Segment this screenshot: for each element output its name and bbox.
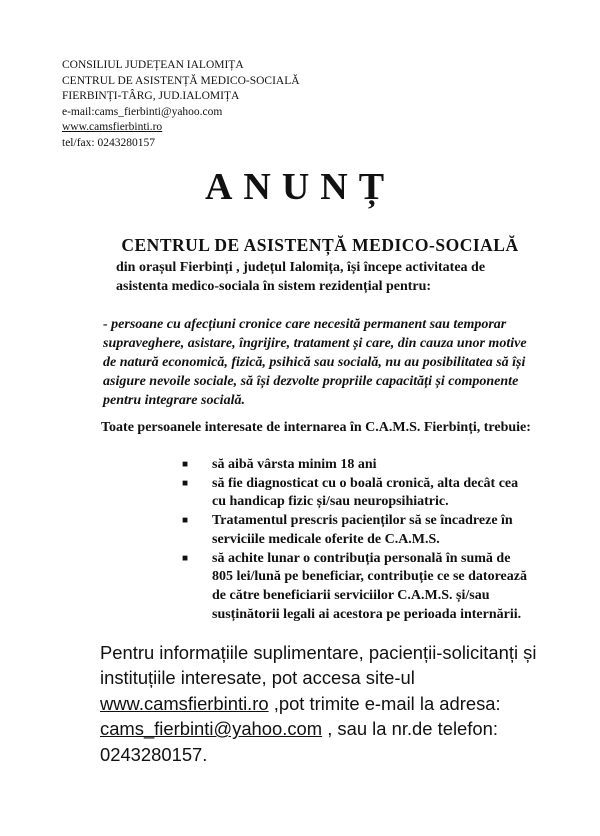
intro-paragraph: din orașul Fierbinți , județul Ialomița, își începe activitatea de asistenta medico-sociala în sistem rezidențial pentru: <box>116 260 486 294</box>
contact-paragraph <box>100 640 540 767</box>
announcement-title: ANUNȚ <box>204 166 396 208</box>
requirements-intro: Toate persoanele interesate de internarea în C.A.M.S. Fierbinți, trebuie: <box>101 420 531 435</box>
header-email: e-mail:cams_fierbinti@yahoo.com <box>62 105 223 118</box>
contact-text: , sau la nr.de telefon: 0243280157. <box>100 718 498 765</box>
header-county-council: CONSILIUL JUDEȚEAN IALOMIȚA <box>62 59 244 71</box>
header-center-name: CENTRUL DE ASISTENȚĂ MEDICO-SOCIALĂ <box>62 74 300 87</box>
footer-website-link: www.camsfierbinti.ro <box>100 692 269 714</box>
header-location: FIERBINȚI-TÂRG, JUD.IALOMIȚA <box>62 90 240 102</box>
requirement-text: să achite lunar o contribuția personală în sumă de 805 lei/lună pe beneficiar, contribuție ce se datorează de către beneficiarii serviciilor C.A.M.S. și/sau susținătorii legali ai acestora pe perioada internării. <box>212 550 527 622</box>
footer-email-link: cams_fierbinti@yahoo.com <box>100 718 323 740</box>
requirement-text: să aibă vârsta minim 18 ani <box>212 457 377 472</box>
requirements-list <box>182 456 534 624</box>
bullet-icon: ■ <box>182 515 189 527</box>
list-item <box>182 512 534 549</box>
bullet-icon: ■ <box>182 552 189 564</box>
center-name-heading: CENTRUL DE ASISTENȚĂ MEDICO-SOCIALĂ <box>121 235 519 255</box>
header-telfax: tel/fax: 0243280157 <box>62 136 155 149</box>
contact-text: ,pot trimite e-mail la adresa: <box>268 692 501 714</box>
list-item <box>182 475 534 512</box>
eligibility-condition: - persoane cu afecțiuni cronice care necesită permanent sau temporar supraveghere, asistare, îngrijire, tratament și care, din cauza unor motive de natură economică, fizică, psihică sau socială, nu au posibilitatea să își asigure nevoile sociale, să își dezvolte propriile capacități și componente pentru integrare socială. <box>103 317 527 408</box>
bullet-icon: ■ <box>182 477 189 489</box>
list-item <box>182 550 534 625</box>
requirement-text: Tratamentul prescris pacienților să se încadreze în serviciile medicale oferite de C.A.M.S. <box>212 513 513 547</box>
contact-text: Pentru informațiile suplimentare, pacienții-solicitanți și instituțiile interesate, pot accesa site-ul <box>100 642 537 689</box>
list-item <box>182 456 534 475</box>
header-website-link: www.camsfierbinti.ro <box>62 121 163 133</box>
bullet-icon: ■ <box>182 459 189 470</box>
requirement-text: să fie diagnosticat cu o boală cronică, alta decât cea cu handicap fizic și/sau neuropsihiatric. <box>212 475 519 510</box>
sender-header <box>62 58 300 151</box>
